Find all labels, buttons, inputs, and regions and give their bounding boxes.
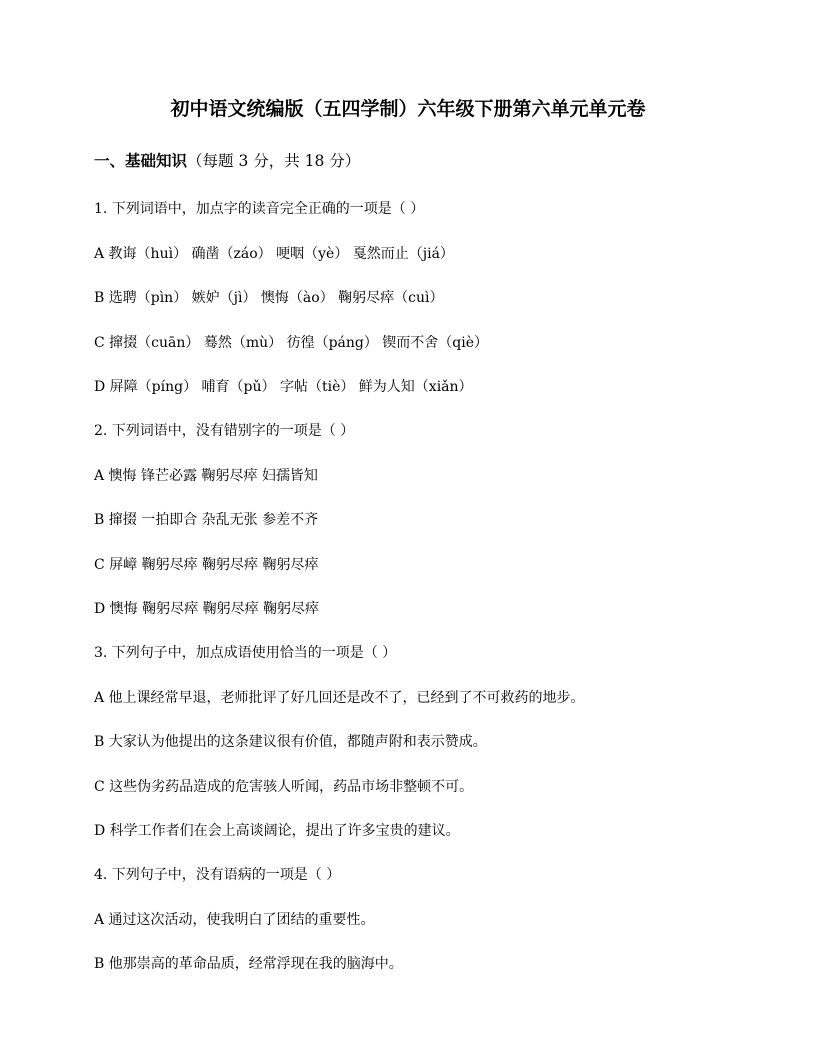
question-3-option-b: B 大家认为他提出的这条建议很有价值，都随声附和表示赞成。 <box>94 734 487 750</box>
section-title: 一、基础知识 <box>94 151 188 170</box>
question-3-option-d: D 科学工作者们在会上高谈阔论，提出了许多宝贵的建议。 <box>94 823 460 839</box>
question-1-option-b: B 选聘（pìn） 嫉妒（jì） 懊悔（ào） 鞠躬尽瘁（cuì） <box>94 290 444 306</box>
section-heading <box>94 150 360 172</box>
section-score-note: （每题 3 分，共 18 分） <box>187 152 361 170</box>
question-1-option-d: D 屏障（píng） 哺育（pǔ） 字帖（tiè） 鲜为人知（xiǎn） <box>94 379 473 395</box>
question-3-option-a: A 他上课经常早退，老师批评了好几回还是改不了，已经到了不可救药的地步。 <box>94 690 585 706</box>
question-3-option-c: C 这些伪劣药品造成的危害骇人听闻，药品市场非整顿不可。 <box>94 779 474 795</box>
question-1-option-a: A 教诲（huì） 确凿（záo） 哽咽（yè） 戛然而止（jiá） <box>94 246 454 262</box>
question-3-stem: 3. 下列句子中，加点成语使用恰当的一项是（ ） <box>94 645 397 661</box>
document-title: 初中语文统编版（五四学制）六年级下册第六单元单元卷 <box>170 98 646 120</box>
question-4-stem: 4. 下列句子中，没有语病的一项是（ ） <box>94 867 341 883</box>
question-4-option-b: B 他那崇高的革命品质，经常浮现在我的脑海中。 <box>94 956 403 972</box>
question-2-option-a: A 懊悔 锋芒必露 鞠躬尽瘁 妇孺皆知 <box>94 468 318 484</box>
question-2-option-b: B 撺掇 一拍即合 杂乱无张 参差不齐 <box>94 512 319 528</box>
question-4-option-a: A 通过这次活动，使我明白了团结的重要性。 <box>94 912 375 928</box>
question-1-stem: 1. 下列词语中，加点字的读音完全正确的一项是（ ） <box>94 201 425 217</box>
question-2-option-c: C 屏嶂 鞠躬尽瘁 鞠躬尽瘁 鞠躬尽瘁 <box>94 557 319 573</box>
question-2-option-d: D 懊悔 鞠躬尽瘁 鞠躬尽瘁 鞠躬尽瘁 <box>94 601 320 617</box>
question-1-option-c: C 撺掇（cuān） 蓦然（mù） 彷徨（páng） 锲而不舍（qiè） <box>94 335 489 351</box>
question-2-stem: 2. 下列词语中，没有错别字的一项是（ ） <box>94 423 355 439</box>
